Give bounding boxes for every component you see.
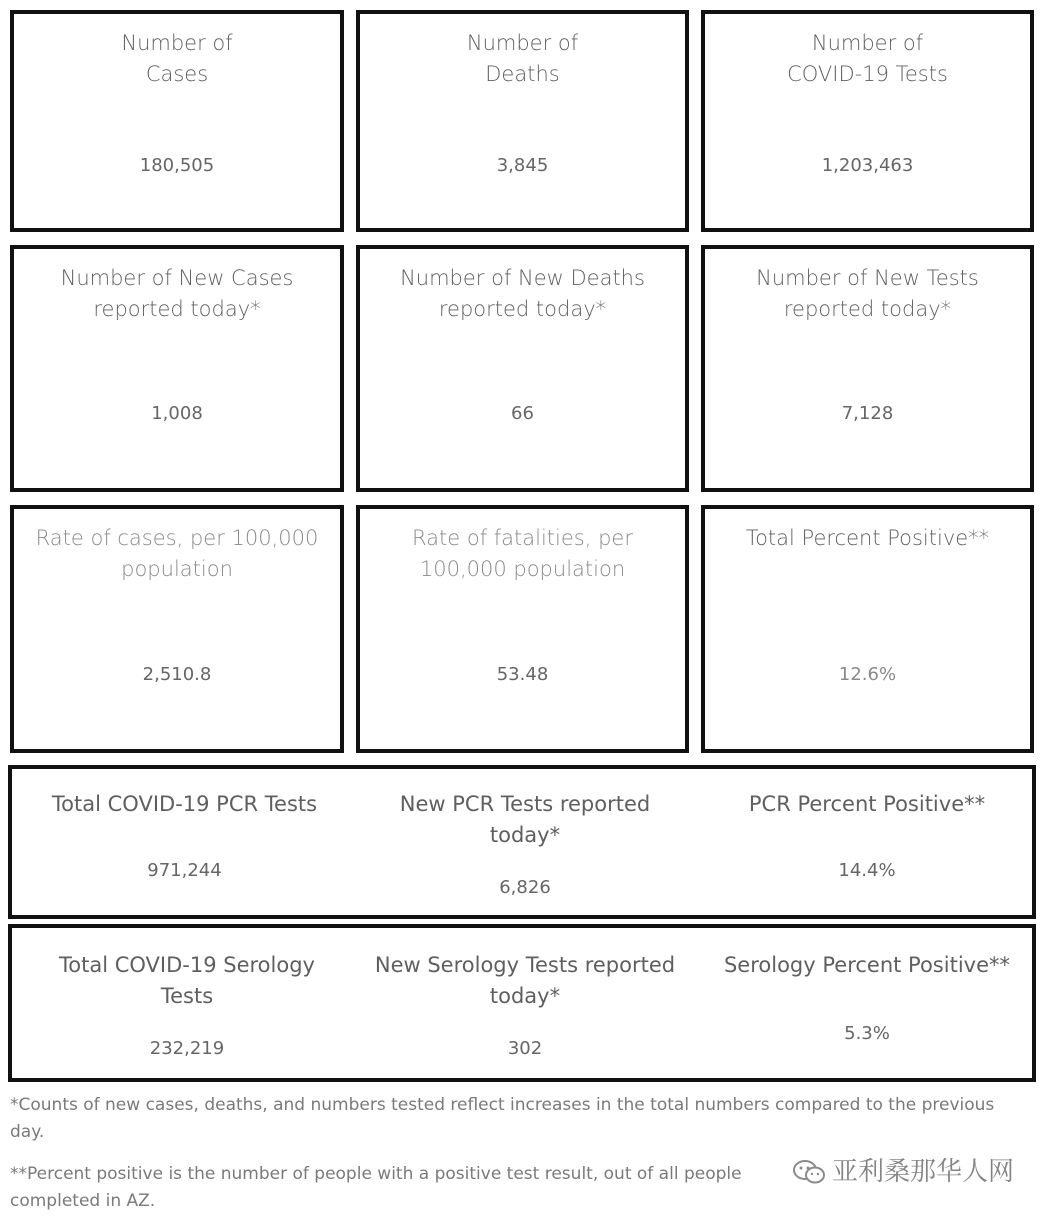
pcr-new-tests	[357, 769, 693, 915]
card-value: 7,128	[841, 403, 894, 424]
col-value: 5.3%	[844, 1023, 890, 1044]
pcr-tests-panel	[8, 765, 1036, 919]
card-number-of-cases	[10, 10, 344, 232]
col-title: New PCR Tests reported today*	[399, 792, 651, 847]
card-rate-of-cases	[10, 505, 344, 753]
card-value: 3,845	[496, 155, 549, 176]
card-title: Rate of cases, per 100,000 population	[35, 526, 319, 581]
pcr-total-tests	[12, 769, 357, 915]
card-value: 53.48	[496, 664, 549, 685]
card-title: Number of COVID-19 Tests	[787, 31, 948, 86]
footnote-percent-positive-line1: **Percent positive is the number of people with a positive test result, out of all people	[10, 1164, 742, 1184]
card-title: Total Percent Positive**	[745, 526, 990, 550]
col-title: PCR Percent Positive**	[748, 792, 986, 816]
card-value: 1,203,463	[821, 155, 914, 176]
watermark	[792, 1155, 1014, 1189]
serology-tests-panel	[8, 924, 1036, 1082]
card-title: Number of New Cases reported today*	[60, 266, 294, 321]
col-value: 6,826	[499, 877, 551, 898]
card-new-cases	[10, 245, 344, 492]
watermark-text: 亚利桑那华人网	[831, 1157, 1014, 1187]
card-value: 12.6%	[838, 664, 897, 685]
card-new-deaths	[356, 245, 689, 492]
footnote-percent-positive-line2: completed in AZ.	[10, 1191, 156, 1211]
col-value: 232,219	[149, 1038, 225, 1059]
serology-new-tests	[357, 928, 693, 1078]
wechat-icon	[792, 1159, 826, 1185]
card-title: Number of New Deaths reported today*	[400, 266, 645, 321]
card-rate-of-fatalities	[356, 505, 689, 753]
card-value: 2,510.8	[142, 664, 212, 685]
footnote-new-counts: *Counts of new cases, deaths, and numbers tested reflect increases in the total numbers compared to the previous day.	[10, 1095, 995, 1142]
card-value: 1,008	[151, 403, 203, 424]
card-value: 66	[511, 403, 534, 424]
serology-total-tests	[12, 928, 362, 1078]
card-title: Rate of fatalities, per 100,000 population	[412, 526, 633, 581]
col-value: 971,244	[147, 860, 222, 881]
serology-percent-positive	[702, 928, 1032, 1078]
col-title: Total COVID-19 Serology Tests	[59, 953, 315, 1008]
col-title: New Serology Tests reported today*	[374, 953, 676, 1008]
col-value: 14.4%	[838, 860, 896, 881]
card-total-percent-positive	[701, 505, 1034, 753]
card-value: 180,505	[139, 155, 215, 176]
pcr-percent-positive	[702, 769, 1032, 915]
card-title: Number of Cases	[121, 31, 233, 86]
card-number-of-tests	[701, 10, 1034, 232]
card-title: Number of Deaths	[466, 31, 579, 86]
card-new-tests	[701, 245, 1034, 492]
col-title: Serology Percent Positive**	[723, 953, 1011, 977]
col-title: Total COVID-19 PCR Tests	[51, 792, 318, 816]
col-value: 302	[507, 1038, 543, 1059]
card-number-of-deaths	[356, 10, 689, 232]
card-title: Number of New Tests reported today*	[756, 266, 979, 321]
